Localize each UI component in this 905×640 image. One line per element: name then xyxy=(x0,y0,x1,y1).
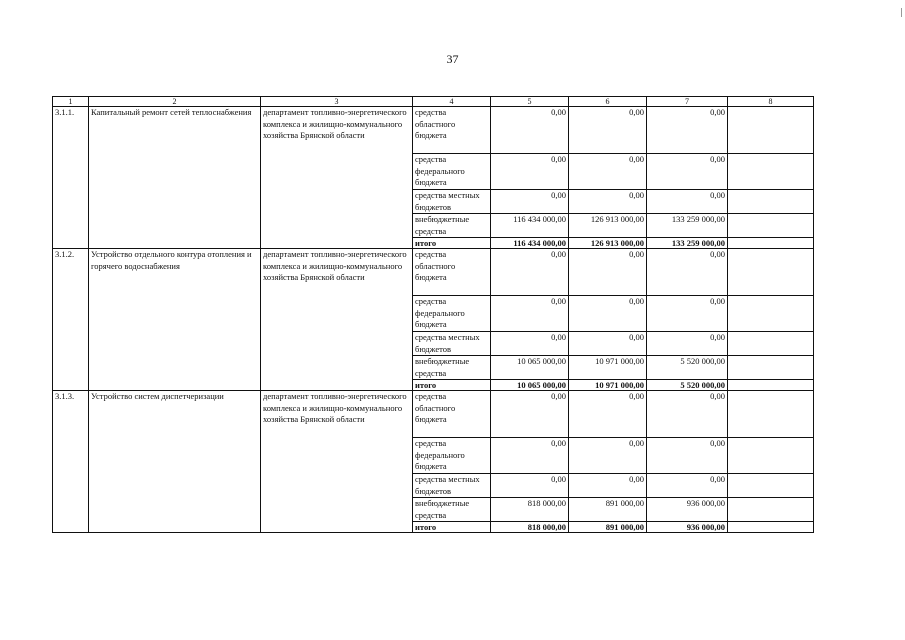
funding-source: внебюджетные средства xyxy=(413,214,491,238)
funding-source: средства областного бюджета xyxy=(413,391,491,438)
header-cell: 7 xyxy=(647,97,728,107)
budget-table xyxy=(52,96,814,533)
table-row xyxy=(53,249,814,296)
item-name: Капитальный ремонт сетей теплоснабжения xyxy=(89,107,261,249)
value-cell: 0,00 xyxy=(491,296,569,332)
value-cell: 116 434 000,00 xyxy=(491,214,569,238)
value-cell xyxy=(728,296,814,332)
value-cell: 0,00 xyxy=(491,391,569,438)
value-cell: 0,00 xyxy=(569,474,647,498)
funding-source: средства местных бюджетов xyxy=(413,190,491,214)
header-cell: 1 xyxy=(53,97,89,107)
value-cell: 0,00 xyxy=(569,107,647,154)
value-cell: 10 065 000,00 xyxy=(491,356,569,380)
value-cell xyxy=(728,498,814,522)
funding-source: итого xyxy=(413,522,491,533)
funding-source: средства областного бюджета xyxy=(413,249,491,296)
value-cell xyxy=(728,332,814,356)
value-cell: 126 913 000,00 xyxy=(569,214,647,238)
value-cell: 10 971 000,00 xyxy=(569,356,647,380)
table-row xyxy=(53,107,814,154)
value-cell xyxy=(728,474,814,498)
header-cell: 2 xyxy=(89,97,261,107)
value-cell: 936 000,00 xyxy=(647,522,728,533)
value-cell: 0,00 xyxy=(647,474,728,498)
value-cell: 818 000,00 xyxy=(491,498,569,522)
value-cell xyxy=(728,356,814,380)
value-cell xyxy=(728,238,814,249)
value-cell: 0,00 xyxy=(569,332,647,356)
value-cell xyxy=(728,391,814,438)
funding-source: средства федерального бюджета xyxy=(413,438,491,474)
funding-source: средства федерального бюджета xyxy=(413,154,491,190)
funding-source: средства местных бюджетов xyxy=(413,332,491,356)
header-cell: 3 xyxy=(261,97,413,107)
value-cell: 10 065 000,00 xyxy=(491,380,569,391)
value-cell: 10 971 000,00 xyxy=(569,380,647,391)
value-cell: 0,00 xyxy=(491,438,569,474)
header-cell: 8 xyxy=(728,97,814,107)
value-cell xyxy=(728,107,814,154)
executor-cell: департамент топливно-энергетического комплекса и жилищно-коммунального хозяйства Брянской области xyxy=(261,249,413,391)
value-cell: 116 434 000,00 xyxy=(491,238,569,249)
value-cell: 5 520 000,00 xyxy=(647,356,728,380)
item-code: 3.1.3. xyxy=(53,391,89,533)
value-cell: 936 000,00 xyxy=(647,498,728,522)
value-cell: 0,00 xyxy=(569,296,647,332)
value-cell: 0,00 xyxy=(569,249,647,296)
value-cell: 0,00 xyxy=(647,190,728,214)
value-cell: 0,00 xyxy=(491,474,569,498)
value-cell xyxy=(728,249,814,296)
value-cell: 133 259 000,00 xyxy=(647,214,728,238)
value-cell: 0,00 xyxy=(569,154,647,190)
value-cell xyxy=(728,438,814,474)
value-cell: 0,00 xyxy=(647,154,728,190)
funding-source: итого xyxy=(413,380,491,391)
value-cell: 0,00 xyxy=(569,438,647,474)
value-cell: 0,00 xyxy=(647,107,728,154)
header-row xyxy=(53,97,814,107)
value-cell: 891 000,00 xyxy=(569,522,647,533)
value-cell: 5 520 000,00 xyxy=(647,380,728,391)
value-cell xyxy=(728,214,814,238)
value-cell xyxy=(728,522,814,533)
value-cell: 0,00 xyxy=(647,438,728,474)
value-cell xyxy=(728,380,814,391)
item-code: 3.1.1. xyxy=(53,107,89,249)
value-cell: 818 000,00 xyxy=(491,522,569,533)
executor-cell: департамент топливно-энергетического комплекса и жилищно-коммунального хозяйства Брянской области xyxy=(261,391,413,533)
value-cell: 0,00 xyxy=(647,391,728,438)
value-cell: 0,00 xyxy=(647,296,728,332)
funding-source: средства федерального бюджета xyxy=(413,296,491,332)
funding-source: внебюджетные средства xyxy=(413,498,491,522)
header-cell: 4 xyxy=(413,97,491,107)
funding-source: средства областного бюджета xyxy=(413,107,491,154)
value-cell xyxy=(728,154,814,190)
table-row xyxy=(53,391,814,438)
value-cell: 0,00 xyxy=(647,249,728,296)
executor-cell: департамент топливно-энергетического комплекса и жилищно-коммунального хозяйства Брянской области xyxy=(261,107,413,249)
value-cell: 126 913 000,00 xyxy=(569,238,647,249)
value-cell xyxy=(728,190,814,214)
item-name: Устройство отдельного контура отопления и горячего водоснабжения xyxy=(89,249,261,391)
value-cell: 0,00 xyxy=(491,107,569,154)
item-code: 3.1.2. xyxy=(53,249,89,391)
page-number: 37 xyxy=(446,52,459,66)
header-cell: 5 xyxy=(491,97,569,107)
scan-edge-mark xyxy=(901,8,902,17)
value-cell: 0,00 xyxy=(491,249,569,296)
funding-source: итого xyxy=(413,238,491,249)
value-cell: 0,00 xyxy=(491,190,569,214)
value-cell: 133 259 000,00 xyxy=(647,238,728,249)
value-cell: 891 000,00 xyxy=(569,498,647,522)
value-cell: 0,00 xyxy=(491,332,569,356)
funding-source: внебюджетные средства xyxy=(413,356,491,380)
value-cell: 0,00 xyxy=(569,190,647,214)
funding-source: средства местных бюджетов xyxy=(413,474,491,498)
value-cell: 0,00 xyxy=(491,154,569,190)
header-cell: 6 xyxy=(569,97,647,107)
value-cell: 0,00 xyxy=(647,332,728,356)
value-cell: 0,00 xyxy=(569,391,647,438)
item-name: Устройство систем диспетчеризации xyxy=(89,391,261,533)
